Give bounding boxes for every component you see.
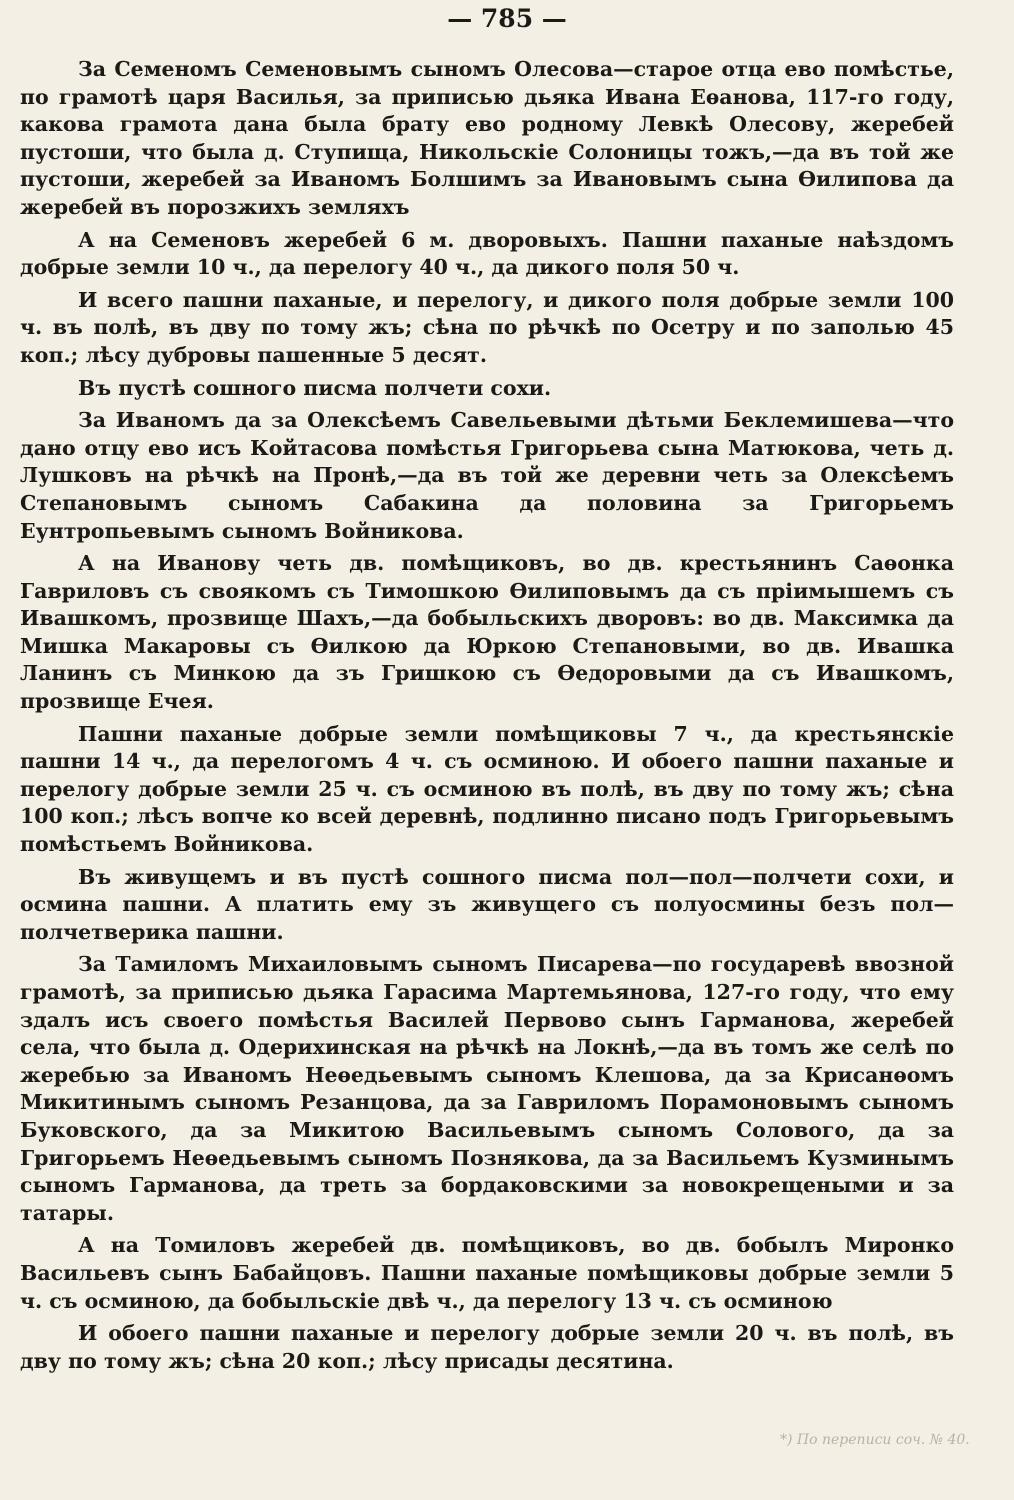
- page-number: — 785 —: [447, 4, 567, 33]
- paragraph-5: За Иваномъ да за Олексѣемъ Савельевыми дѣтьми Беклемишева—что дано отцу ево исъ Койтасова помѣстья Григорьева сына Матюкова, четь д. Лушковъ на рѣчкѣ на Пронѣ,—да въ той же деревни четь за Олексѣемъ Степановымъ сыномъ Сабакина да половина за Григорьемъ Еунтропьевымъ сыномъ Войникова.: [20, 408, 954, 543]
- paragraph-7: Пашни паханые добрые земли помѣщиковы 7 ч., да крестьянскіе пашни 14 ч., да перелогомъ 4 ч. съ осминою. И обоего пашни паханые и перелогу добрые земли 25 ч. съ осминою въ полѣ, въ дву по тому жъ; сѣна 100 коп.; лѣсъ вопче ко всей деревнѣ, подлинно писано подъ Григорьевымъ помѣстьемъ Войникова.: [20, 721, 954, 857]
- paragraph-11: И обоего пашни паханые и перелогу добрые земли 20 ч. въ полѣ, въ дву по тому жъ; сѣна 20 коп.; лѣсу присады десятина.: [20, 1321, 954, 1373]
- paragraph-1: За Семеномъ Семеновымъ сыномъ Олесова—старое отца ево помѣстье, по грамотѣ царя Василья, за приписью дьяка Ивана Еѳанова, 117-го году, какова грамота дана была брату ево родному Левкѣ Олесову, жеребей пустоши, что была д. Ступища, Никольскіе Солоницы тожъ,—да въ той же пустоши, жеребей за Иваномъ Болшимъ за Ивановымъ сына Ѳилипова да жеребей въ порозжихъ земляхъ: [20, 57, 954, 219]
- paragraph-2: А на Семеновъ жеребей 6 м. дворовыхъ. Пашни паханые наѣздомъ добрые земли 10 ч., да перелогу 40 ч., да дикого поля 50 ч.: [20, 227, 954, 280]
- paragraph-4: Въ пустѣ сошного писма полчети сохи.: [78, 375, 552, 400]
- paragraph-10: А на Томиловъ жеребей дв. помѣщиковъ, во дв. бобылъ Миронко Васильевъ сынъ Бабайцовъ. Пашни паханые помѣщиковы добрые земли 5 ч. съ осминою, да бобыльскіе двѣ ч., да перелогу 13 ч. съ осминою: [20, 1233, 954, 1313]
- paragraph-8: Въ живущемъ и въ пустѣ сошного писма пол—пол—полчети сохи, и осмина пашни. А платить ему зъ живущего съ полуосмины безъ пол—полчетверика пашни.: [20, 864, 954, 944]
- footnote: *) По переписи соч. № 40.: [780, 1432, 970, 1448]
- document-body: [20, 56, 954, 1380]
- paragraph-3: И всего пашни паханые, и перелогу, и дикого поля добрые земли 100 ч. въ полѣ, въ дву по тому жъ; сѣна по рѣчкѣ по Осетру и по заполью 45 коп.; лѣсу дубровы пашенные 5 десят.: [20, 287, 954, 367]
- paragraph-6: А на Иванову четь дв. помѣщиковъ, во дв. крестьянинъ Саѳонка Гавриловъ съ своякомъ съ Тимошкою Ѳилиповымъ да съ пріимышемъ съ Ивашкомъ, прозвище Шахъ,—да бобыльскихъ дворовъ: во дв. Максимка да Мишка Макаровы съ Ѳилкою да Юркою Степановыми, во дв. Ивашка Ланинъ съ Минкою да зъ Гришкою съ Ѳедоровыми да съ Ивашкомъ, прозвище Ечея.: [20, 551, 954, 714]
- paragraph-9: За Тамиломъ Михаиловымъ сыномъ Писарева—по государевѣ ввозной грамотѣ, за приписью дьяка Гарасима Мартемьянова, 127-го году, что ему здалъ исъ своего помѣстья Василей Первово сынъ Гарманова, жеребей села, что была д. Одерихинская на рѣчкѣ на Локнѣ,—да въ томъ же селѣ по жеребью за Иваномъ Неѳедьевымъ сыномъ Клешова, да за Крисанѳомъ Микитинымъ сыномъ Резанцова, да за Гавриломъ Порамоновымъ сыномъ Буковского, да за Микитою Васильевымъ сыномъ Солового, да за Григорьемъ Неѳедьевымъ сыномъ Познякова, да за Васильемъ Кузминымъ сыномъ Гарманова, да треть за бордаковскими за новокрещеными и за татары.: [20, 952, 954, 1225]
